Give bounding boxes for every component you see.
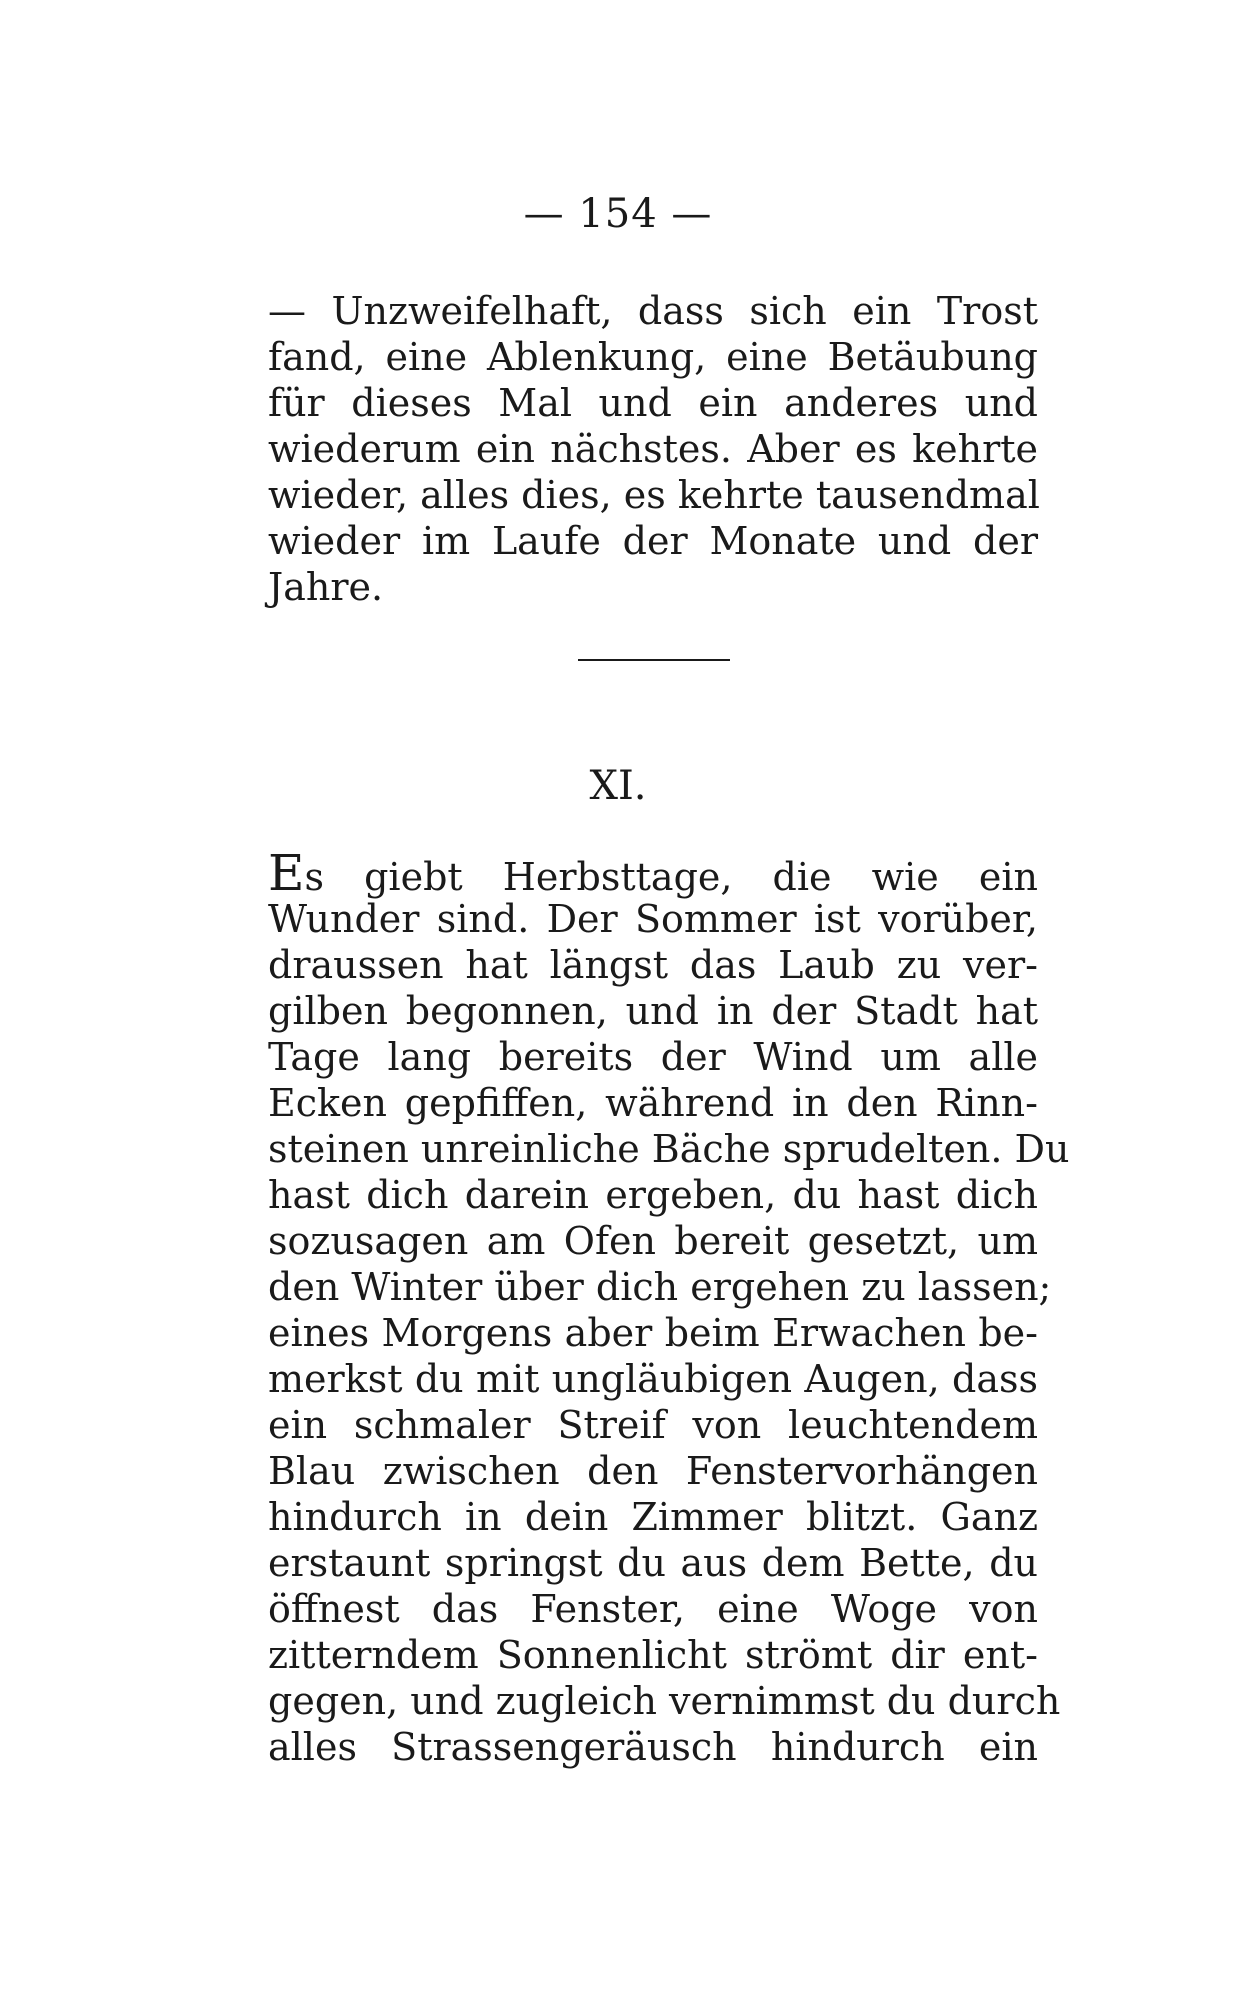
- text-line: für dieses Mal und ein anderes und: [268, 381, 1038, 425]
- text-line: Wunder sind. Der Sommer ist vorüber,: [268, 897, 1038, 941]
- text-line: — Unzweifelhaft, dass sich ein Trost: [268, 289, 1038, 333]
- text-line: wiederum ein nächstes. Aber es kehrte: [268, 427, 1038, 471]
- text-line: sozusagen am Ofen bereit gesetzt, um: [268, 1219, 1038, 1263]
- text-line: öffnest das Fenster, eine Woge von: [268, 1587, 1038, 1631]
- drop-cap: E: [268, 844, 305, 902]
- text-line: eines Morgens aber beim Erwachen be-: [268, 1311, 1038, 1355]
- text-line: draussen hat längst das Laub zu ver-: [268, 943, 1038, 987]
- section-separator-rule: [578, 659, 730, 661]
- text-line-first: [268, 844, 1038, 902]
- text-line: gilben begonnen, und in der Stadt hat: [268, 989, 1038, 1033]
- text-line: Tage lang bereits der Wind um alle: [268, 1035, 1038, 1079]
- text-line: fand, eine Ablenkung, eine Betäubung: [268, 335, 1038, 379]
- text-line: merkst du mit ungläubigen Augen, dass: [268, 1357, 1038, 1401]
- text-line: Ecken gepfiffen, während in den Rinn-: [268, 1081, 1038, 1125]
- text-line: ein schmaler Streif von leuchtendem: [268, 1403, 1038, 1447]
- text-line: steinen unreinliche Bäche sprudelten. Du: [268, 1127, 1070, 1171]
- chapter-heading: XI.: [589, 763, 647, 809]
- paragraph-2: [268, 844, 1070, 1770]
- text-line: wieder, alles dies, es kehrte tausendmal: [268, 473, 1040, 517]
- text-line: hindurch in dein Zimmer blitzt. Ganz: [268, 1495, 1038, 1539]
- text-line: alles Strassengeräusch hindurch ein: [268, 1725, 1038, 1769]
- page-number: — 154 —: [523, 191, 713, 237]
- text-line: gegen, und zugleich vernimmst du durch: [268, 1679, 1061, 1723]
- text-line: wieder im Laufe der Monate und der: [268, 519, 1038, 563]
- text-line: den Winter über dich ergehen zu lassen;: [268, 1265, 1052, 1309]
- first-line-rest: s giebt Herbsttage, die wie ein: [304, 855, 1038, 899]
- text-line: zitterndem Sonnenlicht strömt dir ent-: [268, 1633, 1038, 1677]
- text-line: Jahre.: [268, 565, 384, 609]
- text-line: hast dich darein ergeben, du hast dich: [268, 1173, 1038, 1217]
- text-line: Blau zwischen den Fenstervorhängen: [268, 1449, 1038, 1493]
- paragraph-1: [268, 288, 1038, 610]
- text-line: erstaunt springst du aus dem Bette, du: [268, 1541, 1038, 1585]
